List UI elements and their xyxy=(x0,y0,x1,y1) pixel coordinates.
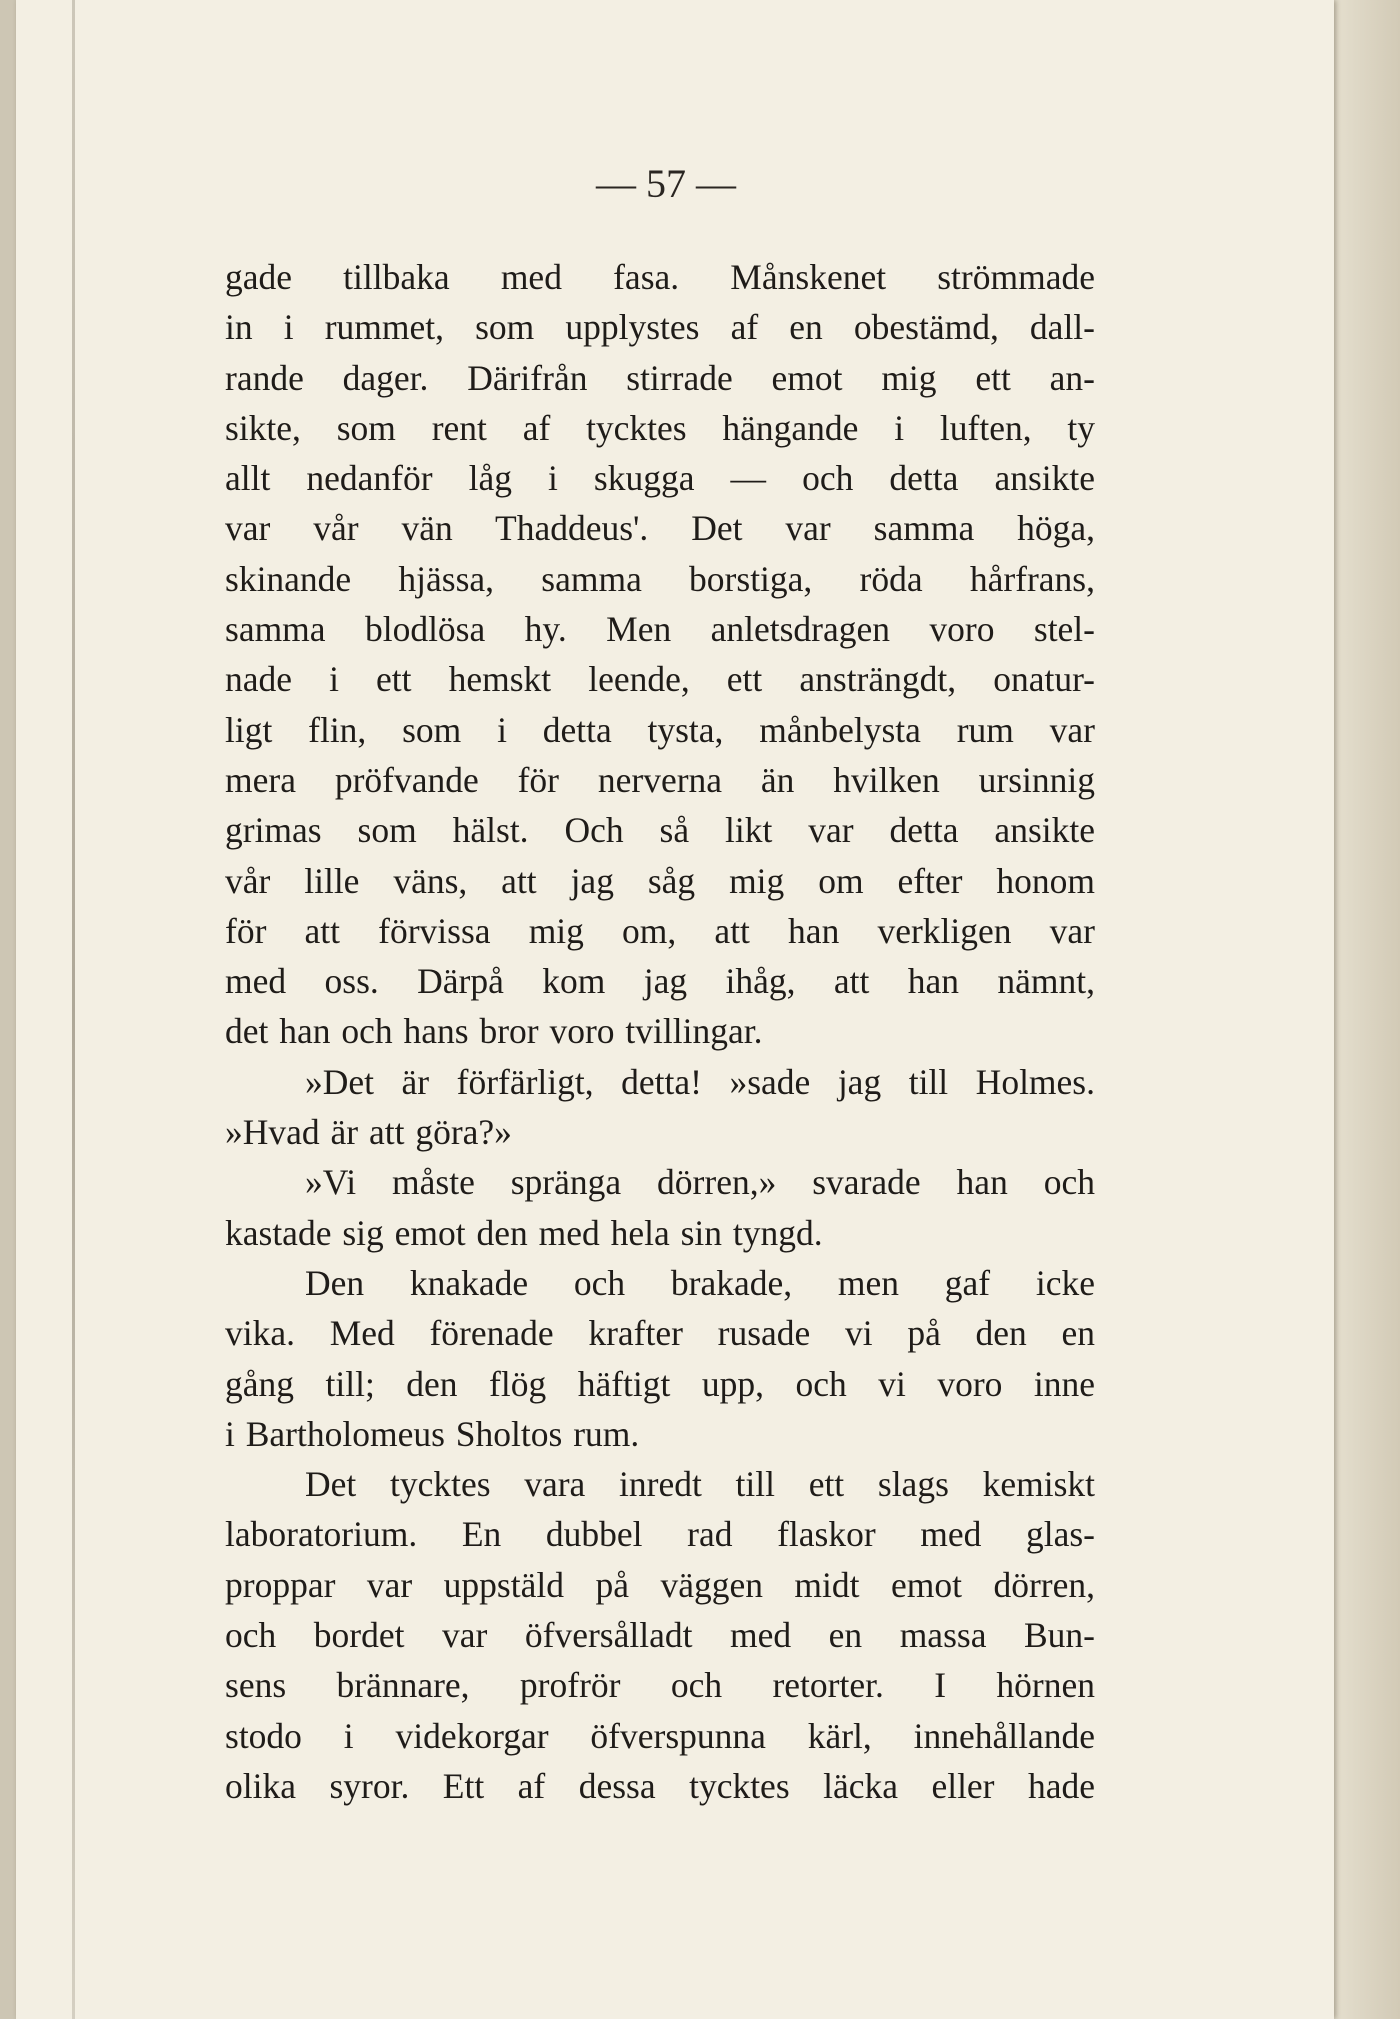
text-line: var vår vän Thaddeus'. Det var samma höga, xyxy=(225,508,1095,549)
text-line: nade i ett hemskt leende, ett ansträngdt, onatur- xyxy=(225,659,1095,700)
text-line: »Vi måste spränga dörren,» svarade han och xyxy=(305,1162,1095,1203)
text-line: i Bartholomeus Sholtos rum. xyxy=(225,1413,640,1454)
text-line: laboratorium. En dubbel rad flaskor med glas- xyxy=(225,1514,1095,1555)
text-line: stodo i videkorgar öfverspunna kärl, innehållande xyxy=(225,1715,1095,1756)
text-line: proppar var uppstäld på väggen midt emot dörren, xyxy=(225,1564,1095,1605)
text-line: och bordet var öfversålladt med en massa Bun- xyxy=(225,1615,1095,1656)
text-line: »Det är förfärligt, detta! »sade jag till Holmes. xyxy=(305,1061,1095,1102)
text-line: sikte, som rent af tycktes hängande i luften, ty xyxy=(225,407,1095,448)
text-line: in i rummet, som upplystes af en obestämd, dall- xyxy=(225,307,1095,348)
text-line: vika. Med förenade krafter rusade vi på den en xyxy=(225,1313,1095,1354)
text-line: Det tycktes vara inredt till ett slags kemiskt xyxy=(305,1464,1095,1505)
text-line: olika syror. Ett af dessa tycktes läcka eller hade xyxy=(225,1765,1095,1806)
book-page xyxy=(16,0,1334,2019)
text-line: med oss. Därpå kom jag ihåg, att han nämnt, xyxy=(225,961,1095,1002)
text-line: samma blodlösa hy. Men anletsdragen voro stel- xyxy=(225,609,1095,650)
text-line: gade tillbaka med fasa. Månskenet strömmade xyxy=(225,257,1095,297)
text-line: kastade sig emot den med hela sin tyngd. xyxy=(225,1212,823,1253)
text-line: grimas som hälst. Och så likt var detta ansikte xyxy=(225,810,1095,851)
text-line: rande dager. Därifrån stirrade emot mig ett an- xyxy=(225,357,1095,398)
text-line: det han och hans bror voro tvillingar. xyxy=(225,1011,763,1052)
text-line: »Hvad är att göra?» xyxy=(225,1112,512,1153)
text-line: ligt flin, som i detta tysta, månbelysta rum var xyxy=(225,709,1095,750)
page-number: — 57 — xyxy=(596,161,736,206)
text-line: Den knakade och brakade, men gaf icke xyxy=(305,1262,1095,1303)
text-line: för att förvissa mig om, att han verkligen var xyxy=(225,910,1095,951)
binding-edge xyxy=(72,0,75,2019)
text-line: sens brännare, profrör och retorter. I hörnen xyxy=(225,1665,1095,1706)
text-line: vår lille väns, att jag såg mig om efter honom xyxy=(225,860,1095,901)
text-line: skinande hjässa, samma borstiga, röda hårfrans, xyxy=(225,558,1095,599)
body-text xyxy=(225,252,1095,1811)
text-line: mera pröfvande för nerverna än hvilken ursinnig xyxy=(225,759,1095,800)
text-line: allt nedanför låg i skugga — och detta ansikte xyxy=(225,458,1095,499)
text-line: gång till; den flög häftigt upp, och vi voro inne xyxy=(225,1363,1095,1404)
